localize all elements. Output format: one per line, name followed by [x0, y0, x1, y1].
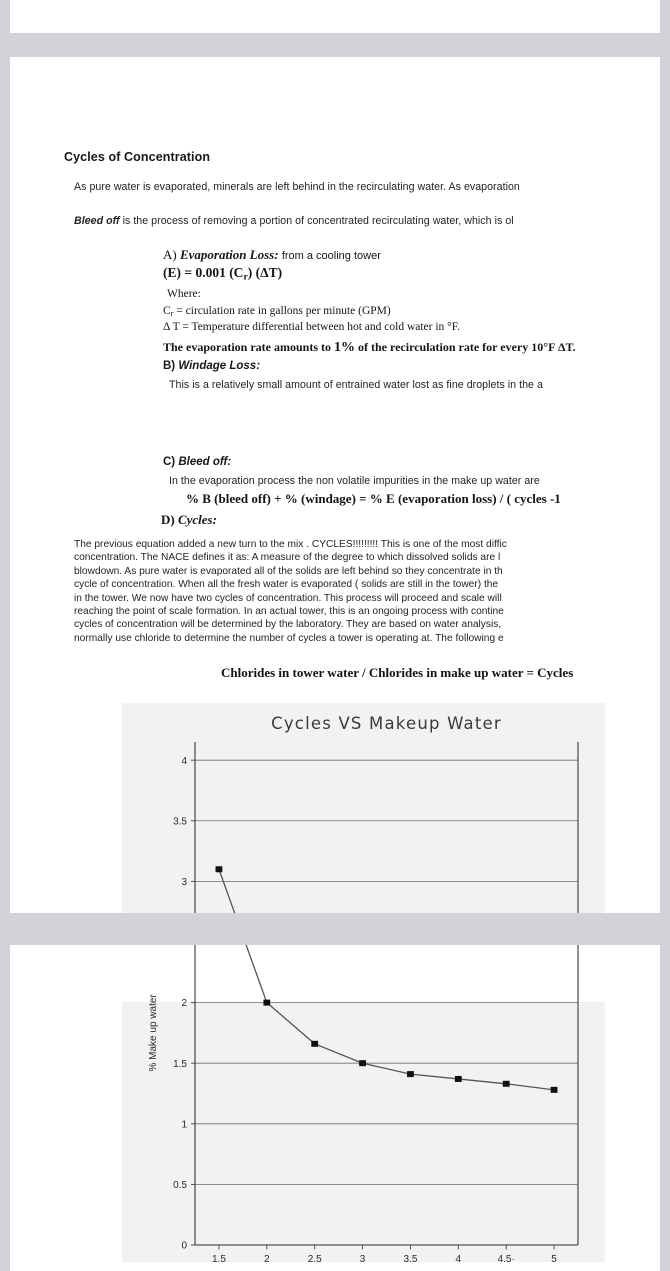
page-title: Cycles of Concentration	[64, 150, 211, 164]
body-line-2: concentration. The NACE defines it as: A measure of the degree to which dissolved solids are l	[74, 552, 501, 564]
chart-data-point	[359, 1060, 366, 1066]
x-axis-tick-label: 3.5	[403, 1254, 418, 1265]
chart-data-point	[311, 1041, 318, 1047]
definition-dt: Δ T = Temperature differential between hot and cold water in °F.	[163, 321, 461, 333]
section-b-prefix: B)	[163, 360, 176, 372]
body-line-1: The previous equation added a new turn to the mix . CYCLES!!!!!!!!! This is one of the most diffic	[74, 539, 507, 550]
x-axis-tick-label: 2.5	[307, 1254, 322, 1265]
evaporation-formula-subscript: r	[243, 271, 248, 283]
document-page-2	[10, 57, 660, 913]
evaporation-note-a: The evaporation rate amounts to	[163, 340, 334, 354]
cycles-vs-makeup-water-chart-top	[10, 57, 660, 913]
y-axis-label: % Make up water	[148, 994, 159, 1072]
y-axis-tick-label: 3.5	[173, 816, 187, 828]
x-axis-tick-label: 4.5·	[497, 1254, 515, 1265]
section-a-tail: from a cooling tower	[281, 250, 381, 262]
closing-formula: Chlorides in tower water / Chlorides in make up water = Cycles	[221, 665, 574, 680]
section-b-body: This is a relatively small amount of entrained water lost as fine droplets in the a	[169, 379, 543, 391]
x-axis-tick-label: 5	[551, 1254, 557, 1265]
chart-data-point	[455, 1076, 462, 1082]
body-line-4: cycle of concentration. When all the fresh water is evaporated ( solids are still in the tower) the	[74, 579, 499, 591]
y-axis-tick-label: 1.5	[173, 1058, 187, 1070]
evaporation-formula-tail: ) (ΔT)	[247, 265, 283, 280]
body-line-8: normally use chloride to determine the number of cycles a tower is operating at. The following е	[74, 632, 504, 644]
section-c-prefix: C)	[163, 456, 176, 468]
body-line-5: in the tower. We now have two cycles of concentration. This process will proceed and scale will	[74, 592, 502, 604]
document-page-1	[10, 0, 660, 33]
y-axis-tick-label: 0	[181, 1240, 187, 1252]
chart-title: Cycles VS Makeup Water	[271, 714, 502, 733]
section-a-title: Evaporation Loss:	[179, 247, 279, 262]
evaporation-note-d: 10°F ΔT.	[531, 340, 576, 354]
y-axis-tick-label: 3	[181, 876, 187, 888]
x-axis-tick-label: 4	[455, 1254, 462, 1265]
document-page-3	[10, 945, 660, 1271]
chart-data-point	[216, 866, 223, 872]
x-axis-tick-label: 2	[264, 1254, 270, 1265]
evaporation-note-c: of the recirculation rate for every	[355, 340, 532, 354]
section-d-title: Cycles:	[177, 512, 217, 527]
intro-paragraph-2-rest: is the process of removing a portion of concentrated recirculating water, which is ol	[119, 215, 514, 227]
x-axis-tick-label: 3	[359, 1254, 366, 1265]
evaporation-note-percent: 1%	[334, 340, 355, 355]
bleed-off-lead: Bleed off	[74, 215, 120, 227]
section-b-title: Windage Loss:	[178, 360, 261, 372]
section-c-title: Bleed off:	[178, 456, 232, 468]
y-axis-tick-label: 1	[181, 1119, 187, 1131]
body-line-3: blowdown. As pure water is evaporated all of the solids are left behind so they concentrate in th	[74, 565, 503, 577]
definition-cr-text: = circulation rate in gallons per minute (GPM)	[176, 305, 391, 317]
section-a-prefix: A)	[163, 247, 177, 262]
chart-data-point	[263, 1000, 270, 1006]
y-axis-tick-label: 0.5	[173, 1179, 187, 1191]
body-line-6: reaching the point of scale formation. In an actual tower, this is an ongoing process with continе	[74, 606, 504, 618]
section-d-prefix: D)	[161, 512, 175, 527]
chart-data-point	[503, 1081, 510, 1087]
intro-paragraph-1: As pure water is evaporated, minerals are left behind in the recirculating water. As evaporation	[74, 181, 520, 193]
cycles-vs-makeup-water-chart-bottom	[10, 945, 660, 1271]
body-line-7: cycles of concentration will be determined by the laboratory. They are based on water analysis,	[74, 619, 502, 631]
section-c-body: In the evaporation process the non volatile impurities in the make up water are	[169, 475, 540, 487]
chart-data-point	[407, 1071, 414, 1077]
chart-data-point	[551, 1087, 558, 1093]
y-axis-tick-label: 4	[181, 755, 187, 767]
evaporation-formula-head: (E) = 0.001 (C	[163, 265, 244, 280]
definition-cr-symbol: C	[163, 305, 171, 317]
bleed-off-formula: % B (bleed off) + % (windage) = % E (evaporation loss) / ( cycles -1	[186, 491, 561, 506]
definition-cr-subscript: r	[170, 309, 174, 319]
where-label: Where:	[167, 288, 201, 300]
y-axis-tick-label: 2	[181, 998, 187, 1010]
x-axis-tick-label: 1.5	[211, 1254, 226, 1265]
